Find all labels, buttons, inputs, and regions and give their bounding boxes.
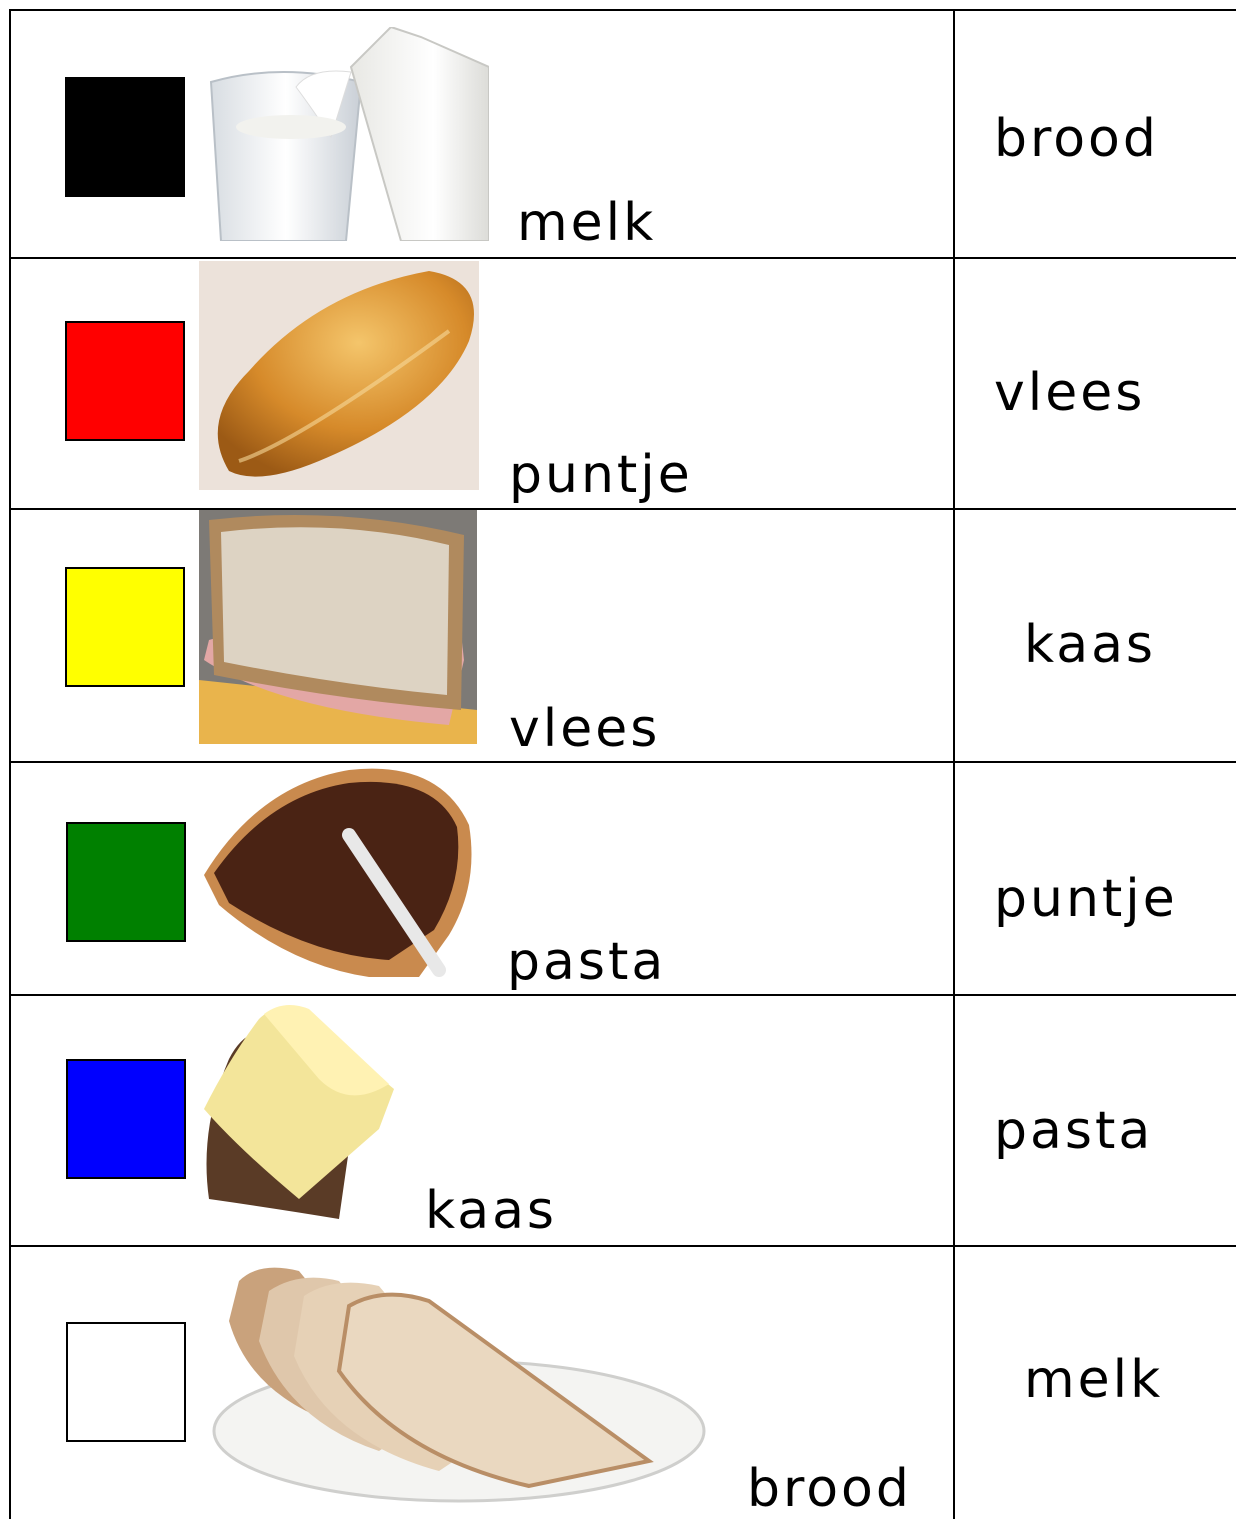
match-word[interactable]: puntje xyxy=(994,869,1178,929)
row-divider xyxy=(9,1245,1236,1247)
match-word[interactable]: brood xyxy=(994,109,1159,169)
milk-photo xyxy=(201,27,489,241)
color-swatch-green[interactable] xyxy=(66,822,186,942)
row-divider xyxy=(9,257,1236,259)
worksheet-table xyxy=(9,9,1236,1519)
match-word[interactable]: pasta xyxy=(994,1101,1154,1161)
bread-slices-photo xyxy=(209,1261,709,1511)
food-word: brood xyxy=(747,1459,912,1519)
color-swatch-white[interactable] xyxy=(66,1322,186,1442)
column-divider xyxy=(9,9,11,1519)
food-word: pasta xyxy=(507,932,667,992)
row-divider xyxy=(9,9,1236,11)
color-swatch-red[interactable] xyxy=(65,321,185,441)
chocolate-spread-photo xyxy=(199,765,477,977)
match-word[interactable]: vlees xyxy=(994,363,1146,423)
color-swatch-black[interactable] xyxy=(65,77,185,197)
color-swatch-yellow[interactable] xyxy=(65,567,185,687)
food-word: kaas xyxy=(425,1181,558,1241)
food-word: vlees xyxy=(509,699,661,759)
ham-sandwich-photo xyxy=(199,510,477,744)
food-word: melk xyxy=(517,193,657,253)
match-word[interactable]: kaas xyxy=(1024,615,1157,675)
row-divider xyxy=(9,508,1236,510)
bread-roll-photo xyxy=(199,261,479,490)
match-word[interactable]: melk xyxy=(1024,1350,1164,1410)
column-divider xyxy=(953,9,955,1519)
row-divider xyxy=(9,761,1236,763)
row-divider xyxy=(9,994,1236,996)
cheese-sandwich-photo xyxy=(199,999,395,1227)
color-swatch-blue[interactable] xyxy=(66,1059,186,1179)
food-word: puntje xyxy=(509,445,693,505)
